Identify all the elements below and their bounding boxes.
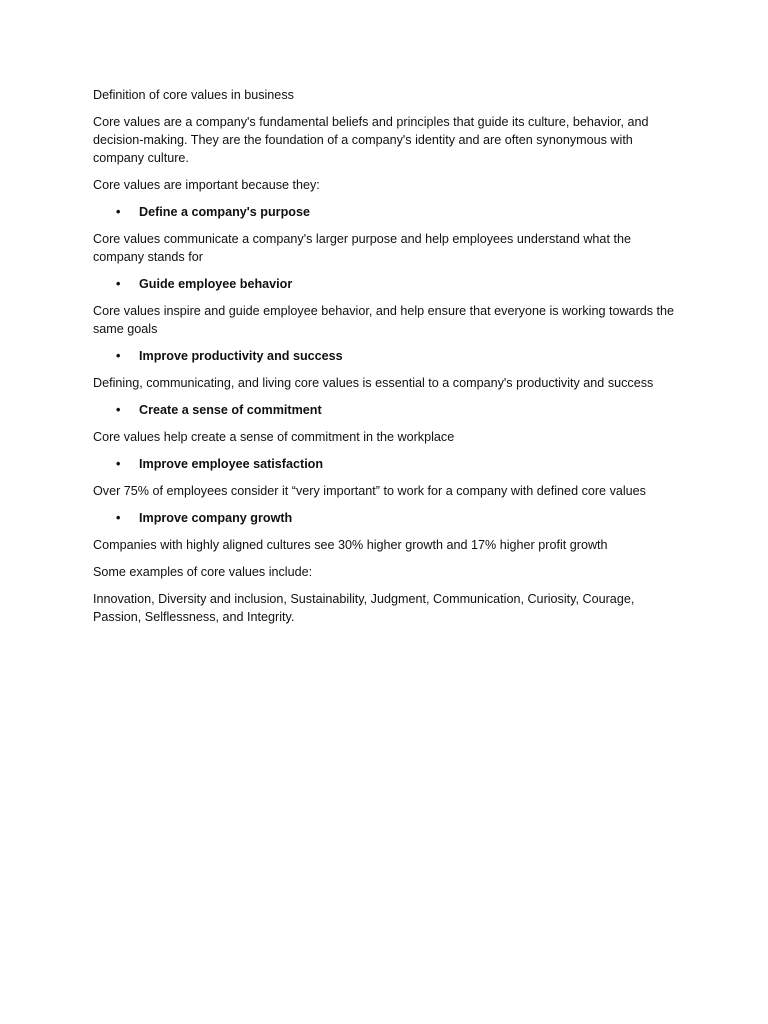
intro-paragraph: Core values are a company's fundamental beliefs and principles that guide its culture, behavior, and decision-making. They are the foundation of a company's identity and are often synonymous with company culture.	[93, 115, 649, 165]
bullet-list	[93, 203, 678, 221]
point-body-commitment: Core values help create a sense of commitment in the workplace	[93, 430, 455, 444]
point-body-purpose: Core values communicate a company's larger purpose and help employees understand what the company stands for	[93, 232, 631, 264]
bullet-heading-purpose: • Define a company's purpose	[93, 203, 678, 221]
bullet-heading-commitment: • Create a sense of commitment	[93, 401, 678, 419]
examples-lead: Some examples of core values include:	[93, 565, 313, 579]
bullet-list	[93, 455, 678, 473]
bullet-list	[93, 275, 678, 293]
examples-list: Innovation, Diversity and inclusion, Sustainability, Judgment, Communication, Curiosity, Courage, Passion, Selflessness, and Integrity.	[93, 592, 635, 624]
bullet-heading-growth: • Improve company growth	[93, 509, 678, 527]
importance-lead: Core values are important because they:	[93, 178, 320, 192]
point-body-productivity: Defining, communicating, and living core values is essential to a company's productivity and success	[93, 376, 654, 390]
document-title: Definition of core values in business	[93, 88, 294, 102]
bullet-heading-behavior: • Guide employee behavior	[93, 275, 678, 293]
point-body-satisfaction: Over 75% of employees consider it “very important” to work for a company with defined core values	[93, 484, 646, 498]
bullet-list	[93, 347, 678, 365]
document-page	[93, 86, 678, 635]
bullet-heading-productivity: • Improve productivity and success	[93, 347, 678, 365]
point-body-behavior: Core values inspire and guide employee behavior, and help ensure that everyone is working towards the same goals	[93, 304, 675, 336]
bullet-list	[93, 401, 678, 419]
point-body-growth: Companies with highly aligned cultures see 30% higher growth and 17% higher profit growth	[93, 538, 608, 552]
bullet-heading-satisfaction: • Improve employee satisfaction	[93, 455, 678, 473]
bullet-list	[93, 509, 678, 527]
